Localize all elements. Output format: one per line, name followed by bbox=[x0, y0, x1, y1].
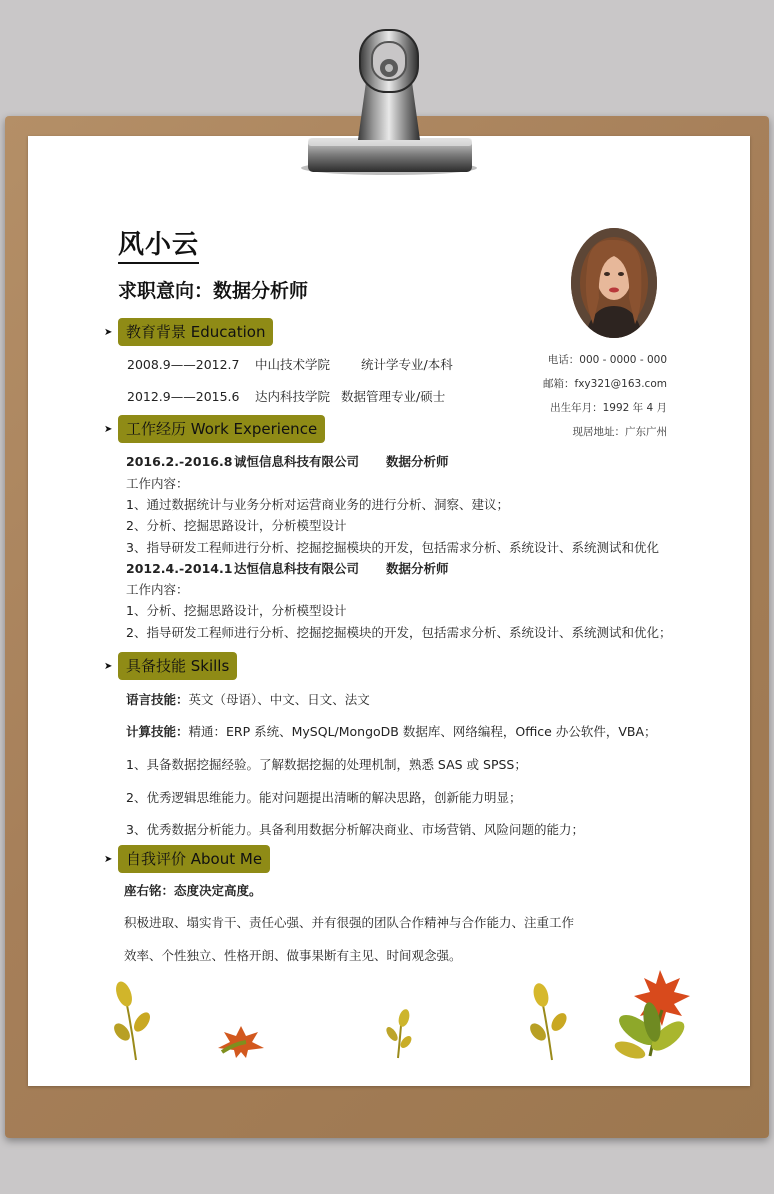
about-heading: ➤ 自我评价 About Me bbox=[104, 845, 270, 873]
autumn-leaves-icon bbox=[610, 966, 696, 1062]
self-evaluation-line: 效率、个性独立、性格开朗、做事果断有主见、时间观念强。 bbox=[124, 948, 462, 963]
skills-heading: ➤ 具备技能 Skills bbox=[104, 652, 237, 680]
job-header: 2012.4.-2014.1 达恒信息科技有限公司 数据分析师 bbox=[126, 561, 449, 576]
contact-address: 现居地址：广东广州 bbox=[572, 426, 667, 438]
arrow-bullet-icon: ➤ bbox=[104, 423, 113, 435]
arrow-bullet-icon: ➤ bbox=[104, 326, 113, 338]
education-row: 2012.9——2015.6 达内科技学院 数据管理专业/硕士 bbox=[127, 389, 446, 404]
applicant-name: 风小云 bbox=[118, 224, 199, 264]
arrow-bullet-icon: ➤ bbox=[104, 660, 113, 672]
computer-skills: 计算技能：精通：ERP 系统、MySQL/MongoDB 数据库、网络编程，Office 办公软件，VBA； bbox=[126, 724, 657, 739]
self-evaluation-line: 积极进取、塌实肯干、责任心强、并有很强的团队合作精神与合作能力、注重工作 bbox=[124, 915, 575, 930]
skill-point: 2、优秀逻辑思维能力。能对问题提出清晰的解决思路，创新能力明显； bbox=[126, 790, 522, 805]
education-heading: ➤ 教育背景 Education bbox=[104, 318, 273, 346]
skill-point: 1、具备数据挖掘经验。了解数据挖掘的处理机制，熟悉 SAS 或 SPSS； bbox=[126, 757, 527, 772]
language-skills: 语言技能：英文（母语）、中文、日文、法文 bbox=[126, 692, 370, 707]
contact-birth: 出生年月：1992 年 4 月 bbox=[550, 402, 667, 414]
maple-leaf-icon bbox=[216, 1022, 266, 1060]
leaf-sprig-icon bbox=[384, 1008, 414, 1060]
job-duty: 3、指导研发工程师进行分析、挖掘挖掘模块的开发，包括需求分析、系统设计、系统测试和优化 bbox=[126, 540, 659, 555]
contact-info bbox=[535, 350, 667, 446]
job-duty: 1、分析、挖掘思路设计，分析模型设计 bbox=[126, 603, 347, 618]
skill-point: 3、优秀数据分析能力。具备利用数据分析解决商业、市场营销、风险问题的能力； bbox=[126, 822, 584, 837]
leaf-sprig-icon bbox=[526, 982, 572, 1062]
job-header: 2016.2.-2016.8 诚恒信息科技有限公司 数据分析师 bbox=[126, 454, 449, 469]
job-duty: 2、指导研发工程师进行分析、挖掘挖掘模块的开发，包括需求分析、系统设计、系统测试和优化； bbox=[126, 625, 672, 640]
portrait-image bbox=[571, 228, 657, 338]
binder-clip-icon bbox=[300, 28, 478, 178]
motto: 座右铭：态度决定高度。 bbox=[124, 883, 262, 898]
job-intent: 求职意向：数据分析师 bbox=[118, 280, 309, 302]
work-heading: ➤ 工作经历 Work Experience bbox=[104, 415, 325, 443]
job-duty: 1、通过数据统计与业务分析对运营商业务的进行分析、洞察、建议； bbox=[126, 497, 509, 512]
contact-email: 邮箱：fxy321@163.com bbox=[543, 378, 667, 390]
avatar bbox=[571, 228, 657, 338]
contact-phone: 电话：000 - 0000 - 000 bbox=[547, 354, 667, 366]
leaf-sprig-icon bbox=[108, 980, 156, 1062]
job-content-label: 工作内容： bbox=[126, 476, 189, 491]
arrow-bullet-icon: ➤ bbox=[104, 853, 113, 865]
education-row: 2008.9——2012.7 中山技术学院 统计学专业/本科 bbox=[127, 357, 453, 372]
job-content-label: 工作内容： bbox=[126, 582, 189, 597]
job-duty: 2、分析、挖掘思路设计，分析模型设计 bbox=[126, 518, 347, 533]
